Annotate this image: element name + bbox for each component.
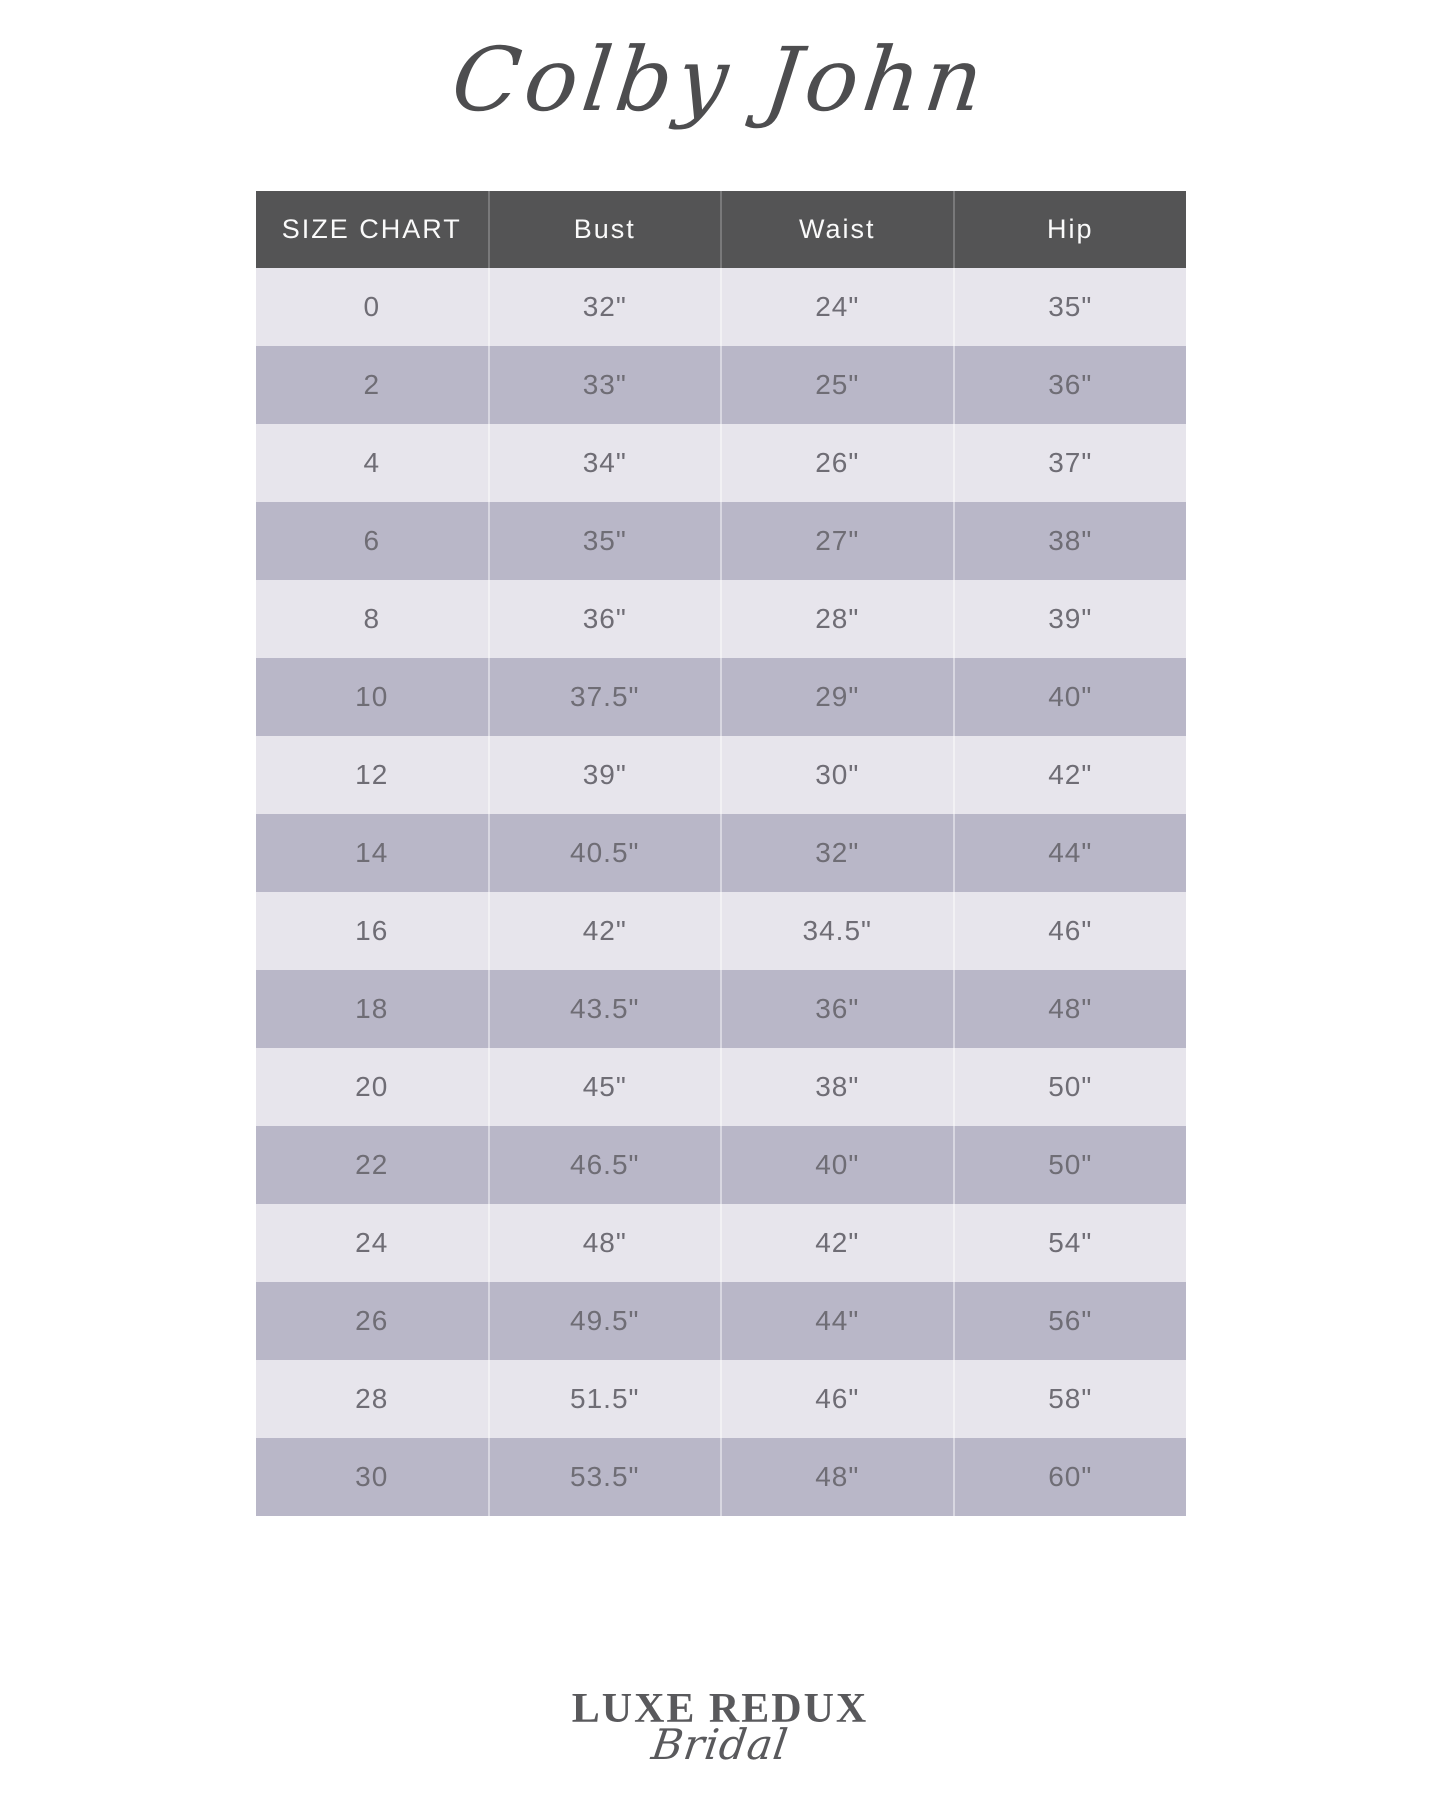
- cell-size: 6: [256, 502, 489, 580]
- cell-bust: 46.5": [489, 1126, 722, 1204]
- table-row: [256, 424, 1186, 502]
- store-logo-secondary: Bridal: [648, 1720, 792, 1769]
- cell-bust: 42": [489, 892, 722, 970]
- cell-hip: 54": [954, 1204, 1187, 1282]
- brand-title: Colby John: [446, 28, 994, 131]
- cell-size: 14: [256, 814, 489, 892]
- cell-waist: 40": [721, 1126, 954, 1204]
- cell-waist: 32": [721, 814, 954, 892]
- table-row: [256, 1360, 1186, 1438]
- table-row: [256, 1282, 1186, 1360]
- cell-bust: 48": [489, 1204, 722, 1282]
- cell-hip: 60": [954, 1438, 1187, 1516]
- table-row: [256, 736, 1186, 814]
- header-size-chart: SIZE CHART: [256, 191, 489, 268]
- cell-size: 20: [256, 1048, 489, 1126]
- cell-size: 4: [256, 424, 489, 502]
- cell-bust: 49.5": [489, 1282, 722, 1360]
- cell-size: 8: [256, 580, 489, 658]
- table-row: [256, 268, 1186, 346]
- cell-hip: 50": [954, 1126, 1187, 1204]
- table-row: [256, 502, 1186, 580]
- cell-bust: 39": [489, 736, 722, 814]
- table-row: [256, 1048, 1186, 1126]
- cell-waist: 29": [721, 658, 954, 736]
- header-waist: Waist: [721, 191, 954, 268]
- cell-hip: 35": [954, 268, 1187, 346]
- cell-bust: 53.5": [489, 1438, 722, 1516]
- cell-hip: 38": [954, 502, 1187, 580]
- cell-size: 30: [256, 1438, 489, 1516]
- cell-hip: 37": [954, 424, 1187, 502]
- cell-bust: 45": [489, 1048, 722, 1126]
- cell-waist: 38": [721, 1048, 954, 1126]
- table-row: [256, 658, 1186, 736]
- cell-waist: 27": [721, 502, 954, 580]
- cell-hip: 42": [954, 736, 1187, 814]
- cell-bust: 32": [489, 268, 722, 346]
- cell-hip: 48": [954, 970, 1187, 1048]
- cell-size: 2: [256, 346, 489, 424]
- cell-hip: 58": [954, 1360, 1187, 1438]
- cell-size: 28: [256, 1360, 489, 1438]
- size-chart-header: [256, 191, 1186, 268]
- table-row: [256, 346, 1186, 424]
- header-bust: Bust: [489, 191, 722, 268]
- table-row: [256, 580, 1186, 658]
- cell-waist: 24": [721, 268, 954, 346]
- table-row: [256, 1438, 1186, 1516]
- cell-size: 24: [256, 1204, 489, 1282]
- cell-waist: 44": [721, 1282, 954, 1360]
- cell-waist: 26": [721, 424, 954, 502]
- cell-waist: 42": [721, 1204, 954, 1282]
- cell-hip: 46": [954, 892, 1187, 970]
- cell-bust: 34": [489, 424, 722, 502]
- cell-size: 0: [256, 268, 489, 346]
- table-row: [256, 892, 1186, 970]
- cell-size: 10: [256, 658, 489, 736]
- cell-waist: 30": [721, 736, 954, 814]
- cell-bust: 33": [489, 346, 722, 424]
- cell-size: 18: [256, 970, 489, 1048]
- cell-hip: 50": [954, 1048, 1187, 1126]
- cell-hip: 39": [954, 580, 1187, 658]
- cell-waist: 34.5": [721, 892, 954, 970]
- cell-hip: 56": [954, 1282, 1187, 1360]
- cell-waist: 28": [721, 580, 954, 658]
- cell-size: 16: [256, 892, 489, 970]
- cell-bust: 51.5": [489, 1360, 722, 1438]
- cell-bust: 40.5": [489, 814, 722, 892]
- cell-size: 12: [256, 736, 489, 814]
- size-chart-table: [256, 191, 1186, 1516]
- cell-waist: 46": [721, 1360, 954, 1438]
- cell-bust: 37.5": [489, 658, 722, 736]
- cell-hip: 40": [954, 658, 1187, 736]
- cell-bust: 35": [489, 502, 722, 580]
- store-logo-primary: LUXE REDUX: [571, 1686, 869, 1732]
- header-row: [256, 191, 1186, 268]
- table-row: [256, 970, 1186, 1048]
- header-hip: Hip: [954, 191, 1187, 268]
- table-row: [256, 814, 1186, 892]
- table-row: [256, 1126, 1186, 1204]
- cell-hip: 44": [954, 814, 1187, 892]
- cell-waist: 25": [721, 346, 954, 424]
- size-table-body: [256, 268, 1186, 1516]
- cell-bust: 43.5": [489, 970, 722, 1048]
- table-row: [256, 1204, 1186, 1282]
- cell-waist: 36": [721, 970, 954, 1048]
- cell-hip: 36": [954, 346, 1187, 424]
- cell-bust: 36": [489, 580, 722, 658]
- store-logo: [0, 1686, 1440, 1769]
- cell-size: 22: [256, 1126, 489, 1204]
- cell-size: 26: [256, 1282, 489, 1360]
- cell-waist: 48": [721, 1438, 954, 1516]
